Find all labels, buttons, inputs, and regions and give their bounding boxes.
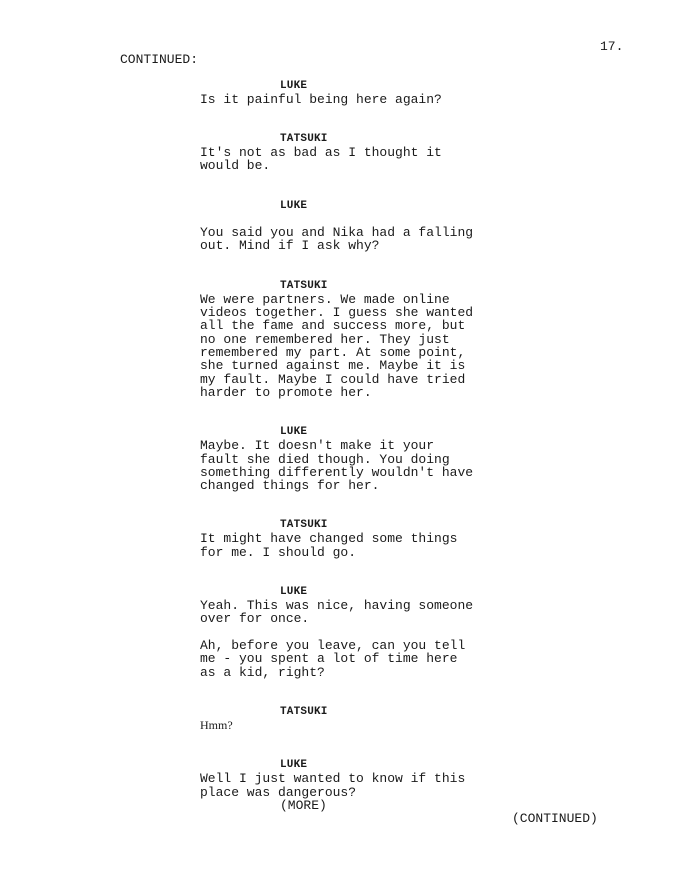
dialogue-line: Yeah. This was nice, having someone	[200, 598, 474, 613]
dialogue-line: as a kid, right?	[200, 665, 325, 680]
character-name: LUKE	[280, 759, 308, 771]
dialogue-line: something differently wouldn't have	[200, 465, 474, 480]
dialogue-line: Maybe. It doesn't make it your	[200, 438, 435, 453]
dialogue-line: remembered my part. At some point,	[200, 345, 466, 360]
dialogue-line: out. Mind if I ask why?	[200, 238, 380, 253]
dialogue-line: my fault. Maybe I could have tried	[200, 372, 466, 387]
dialogue-line: no one remembered her. They just	[200, 332, 450, 347]
dialogue-line: Hmm?	[200, 718, 233, 732]
dialogue-line: It's not as bad as I thought it	[200, 145, 442, 160]
character-name: TATSUKI	[280, 133, 328, 145]
character-name: LUKE	[280, 586, 308, 598]
dialogue-line: for me. I should go.	[200, 545, 357, 560]
character-name: TATSUKI	[280, 280, 328, 292]
dialogue-line: Ah, before you leave, can you tell	[200, 638, 466, 653]
dialogue-line: videos together. I guess she wanted	[200, 305, 474, 320]
continued-footer: (CONTINUED)	[512, 811, 598, 826]
continued-header: CONTINUED:	[120, 52, 199, 67]
dialogue-line: We were partners. We made online	[200, 292, 450, 307]
dialogue-line: place was dangerous?	[200, 785, 357, 800]
dialogue-line: changed things for her.	[200, 478, 380, 493]
dialogue-line: would be.	[200, 158, 271, 173]
dialogue-line: over for once.	[200, 611, 310, 626]
character-name: TATSUKI	[280, 519, 328, 531]
dialogue-line: fault she died though. You doing	[200, 452, 450, 467]
dialogue-line: me - you spent a lot of time here	[200, 651, 458, 666]
dialogue-line: It might have changed some things	[200, 531, 458, 546]
character-name: TATSUKI	[280, 706, 328, 718]
character-name: LUKE	[280, 426, 308, 438]
character-name: LUKE	[280, 80, 308, 92]
more-marker: (MORE)	[280, 798, 327, 813]
dialogue-line: You said you and Nika had a falling	[200, 225, 474, 240]
dialogue-line: Well I just wanted to know if this	[200, 771, 466, 786]
dialogue-line: harder to promote her.	[200, 385, 372, 400]
page-number: 17.	[600, 39, 624, 54]
dialogue-line: all the fame and success more, but	[200, 318, 466, 333]
dialogue-line: she turned against me. Maybe it is	[200, 358, 466, 373]
dialogue-line: Is it painful being here again?	[200, 92, 442, 107]
character-name: LUKE	[280, 200, 308, 212]
